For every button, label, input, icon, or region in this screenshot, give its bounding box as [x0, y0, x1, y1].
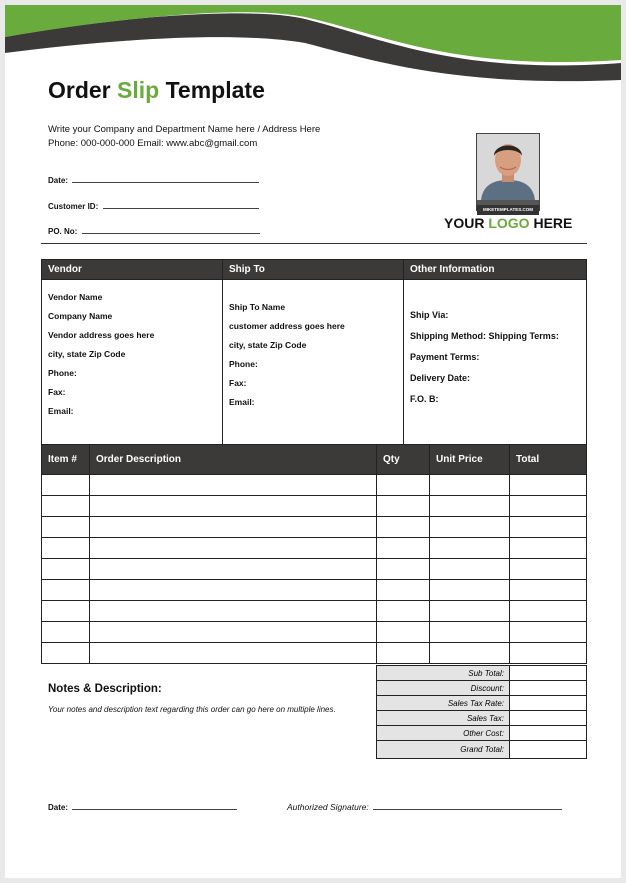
- description-cell[interactable]: [90, 643, 377, 664]
- qty-cell[interactable]: [377, 475, 430, 496]
- description-cell[interactable]: [90, 496, 377, 517]
- item-number-cell[interactable]: [42, 622, 90, 643]
- description-cell[interactable]: [90, 538, 377, 559]
- po-number-label: PO. No:: [48, 227, 78, 236]
- company-contact: Phone: 000-000-000 Email: www.abc@gmail.com: [48, 138, 258, 149]
- total-cell[interactable]: [510, 643, 587, 664]
- totals-row: [377, 696, 587, 711]
- company-name-address: Write your Company and Department Name here / Address Here: [48, 124, 321, 135]
- date-label: Date:: [48, 176, 69, 185]
- other-info-header: Other Information: [404, 260, 587, 280]
- sales-tax-value[interactable]: [510, 711, 587, 726]
- title-word-order: Order: [48, 77, 111, 103]
- totals-row: [377, 711, 587, 726]
- total-cell[interactable]: [510, 559, 587, 580]
- unit-price-cell[interactable]: [430, 643, 510, 664]
- qty-header: Qty: [377, 445, 430, 475]
- ship-to-city: city, state Zip Code: [229, 340, 307, 350]
- page-title: [48, 77, 265, 104]
- totals-row: [377, 681, 587, 696]
- ship-to-fax: Fax:: [229, 378, 247, 388]
- item-number-cell[interactable]: [42, 496, 90, 517]
- grand-total-value[interactable]: [510, 741, 587, 759]
- vendor-header: Vendor: [42, 260, 223, 280]
- ship-to-header: Ship To: [223, 260, 404, 280]
- item-number-cell[interactable]: [42, 601, 90, 622]
- order-slip-page: [5, 5, 621, 878]
- logo-placeholder-text: [444, 215, 572, 231]
- title-word-slip: Slip: [117, 77, 160, 103]
- other-cost-label: Other Cost:: [377, 726, 510, 741]
- unit-price-cell[interactable]: [430, 580, 510, 601]
- total-cell[interactable]: [510, 601, 587, 622]
- vendor-phone: Phone:: [48, 368, 77, 378]
- totals-table: [376, 665, 587, 759]
- customer-id-line: [103, 201, 259, 209]
- ship-via: Ship Via:: [410, 310, 449, 320]
- description-cell[interactable]: [90, 475, 377, 496]
- ship-to-address: customer address goes here: [229, 321, 345, 331]
- description-cell[interactable]: [90, 559, 377, 580]
- unit-price-header: Unit Price: [430, 445, 510, 475]
- person-photo-icon: [477, 134, 539, 200]
- item-row: [42, 601, 587, 622]
- total-cell[interactable]: [510, 622, 587, 643]
- logo-word-logo: LOGO: [488, 215, 530, 231]
- title-word-template: Template: [165, 77, 265, 103]
- signature-line: [373, 802, 562, 810]
- other-info-cell[interactable]: [404, 280, 587, 452]
- grand-total-label: Grand Total:: [377, 741, 510, 759]
- item-number-cell[interactable]: [42, 559, 90, 580]
- order-items-table: [41, 444, 587, 664]
- logo-photo: [476, 133, 540, 211]
- total-cell[interactable]: [510, 475, 587, 496]
- item-number-cell[interactable]: [42, 538, 90, 559]
- shipping-method: Shipping Method: Shipping Terms:: [410, 331, 559, 341]
- party-info-table: [41, 259, 587, 452]
- payment-terms: Payment Terms:: [410, 352, 480, 362]
- item-number-cell[interactable]: [42, 643, 90, 664]
- fob: F.O. B:: [410, 394, 439, 404]
- photo-caption: MIKETEMPLATES.COM: [477, 205, 539, 215]
- date-field[interactable]: [48, 170, 259, 188]
- description-cell[interactable]: [90, 622, 377, 643]
- delivery-date: Delivery Date:: [410, 373, 471, 383]
- unit-price-cell[interactable]: [430, 475, 510, 496]
- notes-text[interactable]: Your notes and description text regarding this order can go here on multiple lines.: [48, 705, 336, 714]
- footer-date-field[interactable]: [48, 797, 237, 815]
- unit-price-cell[interactable]: [430, 538, 510, 559]
- notes-heading: Notes & Description:: [48, 683, 162, 695]
- ship-to-email: Email:: [229, 397, 255, 407]
- customer-id-label: Customer ID:: [48, 202, 99, 211]
- total-cell[interactable]: [510, 538, 587, 559]
- header-wave-graphic: [5, 5, 621, 85]
- item-row: [42, 538, 587, 559]
- item-row: [42, 517, 587, 538]
- sales-tax-rate-label: Sales Tax Rate:: [377, 696, 510, 711]
- unit-price-cell[interactable]: [430, 496, 510, 517]
- qty-cell[interactable]: [377, 517, 430, 538]
- subtotal-value[interactable]: [510, 666, 587, 681]
- authorized-signature-field[interactable]: [287, 797, 562, 815]
- total-cell[interactable]: [510, 580, 587, 601]
- total-cell[interactable]: [510, 496, 587, 517]
- logo-word-your: YOUR: [444, 215, 485, 231]
- subtotal-label: Sub Total:: [377, 666, 510, 681]
- description-cell[interactable]: [90, 580, 377, 601]
- signature-label: Authorized Signature:: [287, 802, 369, 812]
- item-number-cell[interactable]: [42, 475, 90, 496]
- order-description-header: Order Description: [90, 445, 377, 475]
- vendor-company: Company Name: [48, 311, 113, 321]
- item-row: [42, 580, 587, 601]
- item-row: [42, 496, 587, 517]
- qty-cell[interactable]: [377, 601, 430, 622]
- qty-cell[interactable]: [377, 538, 430, 559]
- discount-value[interactable]: [510, 681, 587, 696]
- item-row: [42, 559, 587, 580]
- description-cell[interactable]: [90, 517, 377, 538]
- unit-price-cell[interactable]: [430, 601, 510, 622]
- totals-row: [377, 741, 587, 759]
- description-cell[interactable]: [90, 601, 377, 622]
- unit-price-cell[interactable]: [430, 622, 510, 643]
- item-number-cell[interactable]: [42, 517, 90, 538]
- totals-row: [377, 666, 587, 681]
- unit-price-cell[interactable]: [430, 517, 510, 538]
- item-number-header: Item #: [42, 445, 90, 475]
- ship-to-name: Ship To Name: [229, 302, 286, 312]
- total-header: Total: [510, 445, 587, 475]
- vendor-email: Email:: [48, 406, 74, 416]
- ship-to-phone: Phone:: [229, 359, 258, 369]
- qty-cell[interactable]: [377, 496, 430, 517]
- qty-cell[interactable]: [377, 643, 430, 664]
- item-number-cell[interactable]: [42, 580, 90, 601]
- discount-label: Discount:: [377, 681, 510, 696]
- unit-price-cell[interactable]: [430, 559, 510, 580]
- date-line: [72, 175, 259, 183]
- vendor-fax: Fax:: [48, 387, 66, 397]
- footer-date-label: Date:: [48, 803, 69, 812]
- qty-cell[interactable]: [377, 559, 430, 580]
- vendor-name: Vendor Name: [48, 292, 103, 302]
- other-cost-value[interactable]: [510, 726, 587, 741]
- vendor-cell[interactable]: [42, 280, 223, 452]
- qty-cell[interactable]: [377, 622, 430, 643]
- customer-id-field[interactable]: [48, 196, 259, 214]
- sales-tax-label: Sales Tax:: [377, 711, 510, 726]
- header-divider: [41, 243, 587, 244]
- vendor-city: city, state Zip Code: [48, 349, 126, 359]
- footer-date-line: [72, 802, 237, 810]
- vendor-address: Vendor address goes here: [48, 330, 155, 340]
- item-row: [42, 475, 587, 496]
- logo-word-here: HERE: [533, 215, 573, 231]
- totals-row: [377, 726, 587, 741]
- po-number-field[interactable]: [48, 221, 260, 239]
- sales-tax-rate-value[interactable]: [510, 696, 587, 711]
- qty-cell[interactable]: [377, 580, 430, 601]
- ship-to-cell[interactable]: [223, 280, 404, 452]
- po-number-line: [82, 226, 260, 234]
- item-row: [42, 643, 587, 664]
- total-cell[interactable]: [510, 517, 587, 538]
- item-row: [42, 622, 587, 643]
